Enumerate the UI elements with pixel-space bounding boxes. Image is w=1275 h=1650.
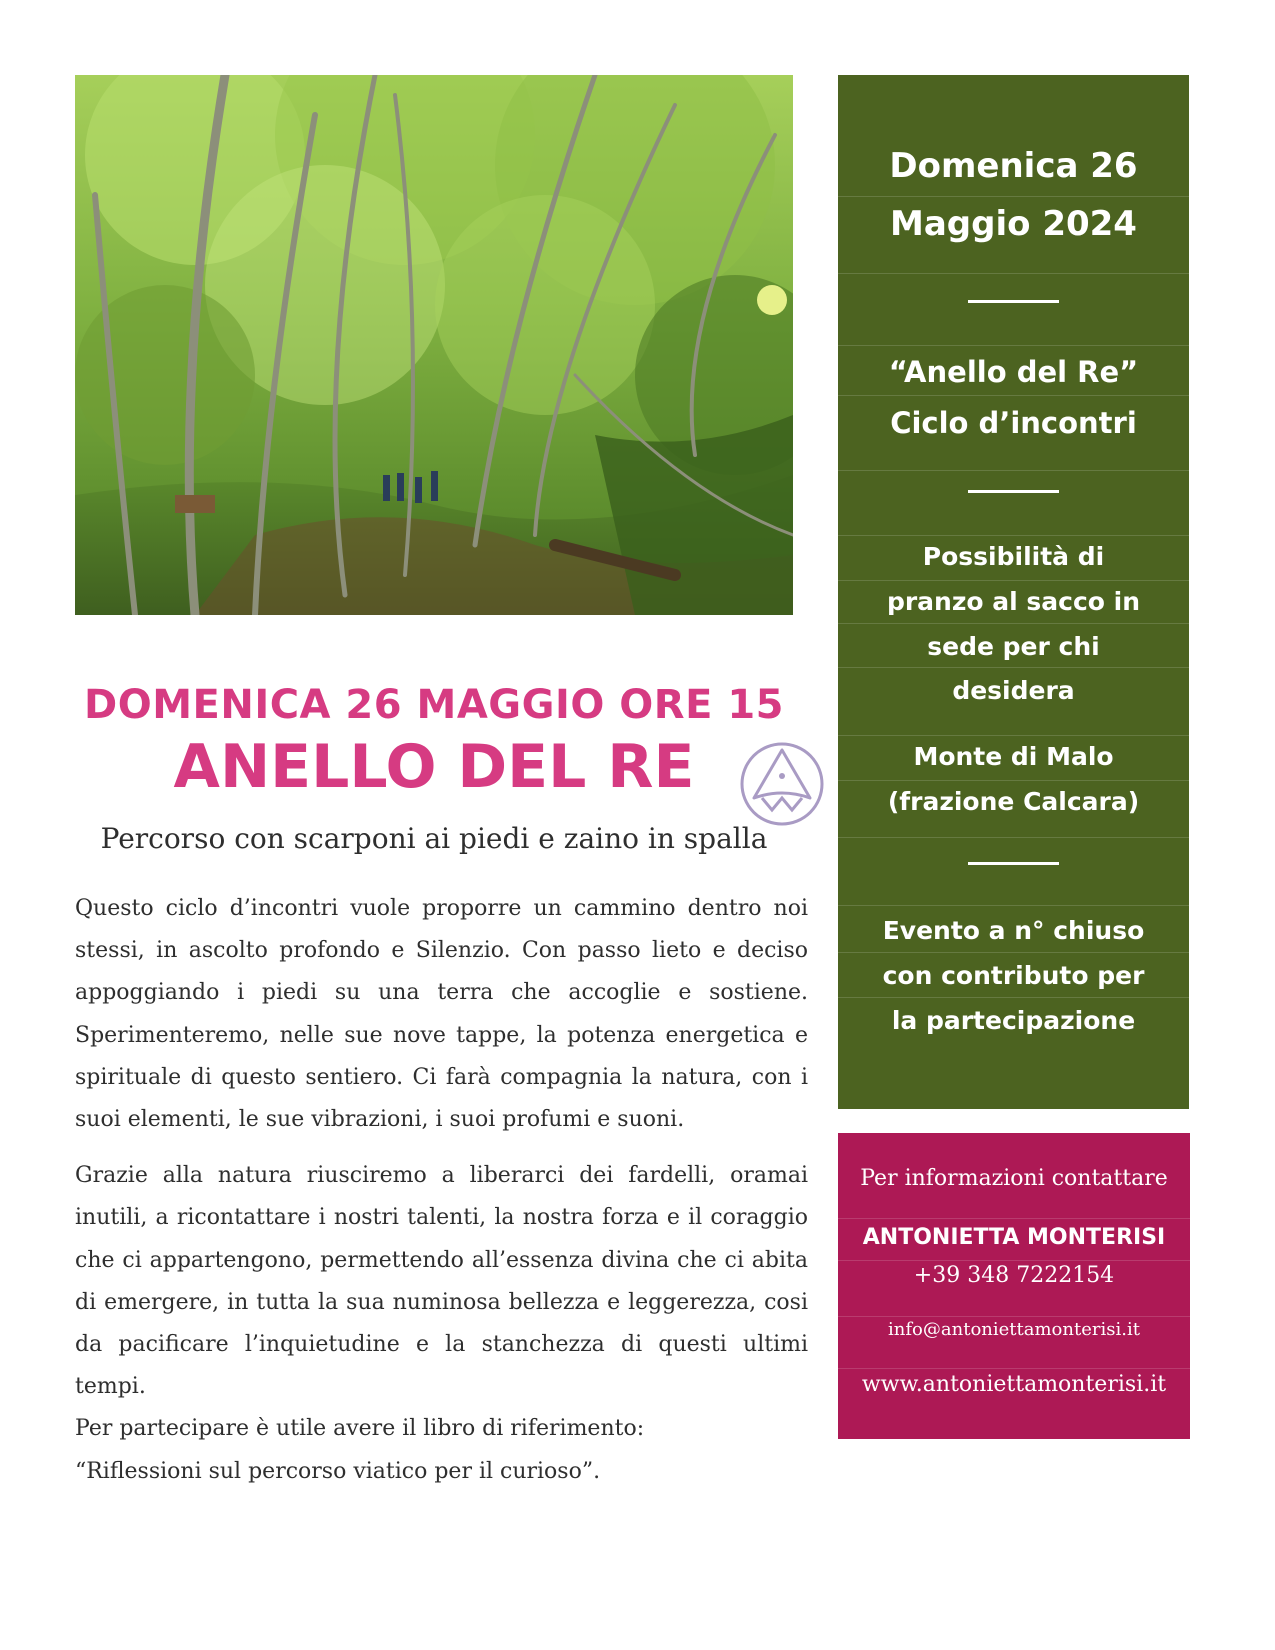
triangle-in-circle-logo xyxy=(738,740,826,828)
panel-lunch-line-3: sede per chi xyxy=(927,632,1100,661)
contact-panel xyxy=(838,1133,1190,1439)
panel-lunch-line-4: desidera xyxy=(952,676,1075,705)
event-title: ANELLO DEL RE xyxy=(173,732,695,802)
contact-intro: Per informazioni contattare xyxy=(860,1166,1168,1191)
event-info-panel xyxy=(838,75,1189,1109)
event-date-headline: DOMENICA 26 MAGGIO ORE 15 xyxy=(84,682,784,728)
event-subtitle: Percorso con scarponi ai piedi e zaino in spalla xyxy=(100,822,768,855)
description-paragraph-2: Grazie alla natura riusciremo a liberarci dei fardelli, oramai inutili, a ricontattare i nostri talenti, la nostra forza e il coraggio che ci appartengono, permettendo all’essenza divina che ci abita di emergere, in tutta la sua numinosa bellezza e leggerezza, cosi da pacificare l’inquietudine e la stanchezza di questi ultimi tempi. xyxy=(75,1163,808,1400)
contact-website[interactable]: www.antoniettamonterisi.it xyxy=(861,1372,1167,1397)
description-paragraph-1: Questo ciclo d’incontri vuole proporre un cammino dentro noi stessi, in ascolto profondo e Silenzio. Con passo lieto e deciso appoggiando i piedi su una terra che accoglie e sostiene. Sperimenteremo, nelle sue nove tappe, la potenza energetica e spirituale di questo sentiero. Ci farà compagnia la natura, con i suoi elementi, le sue vibrazioni, i suoi profumi e suoni. xyxy=(75,896,808,1133)
panel-divider-1 xyxy=(968,300,1059,303)
panel-place-line-2: (frazione Calcara) xyxy=(887,787,1140,816)
panel-event-line-1: Evento a n° chiuso xyxy=(882,916,1145,945)
panel-divider-2 xyxy=(968,490,1059,493)
reference-book-title: “Riflessioni sul percorso viatico per il curioso”. xyxy=(75,1458,601,1484)
contact-email[interactable]: info@antoniettamonterisi.it xyxy=(888,1319,1140,1340)
panel-event-line-3: la partecipazione xyxy=(891,1006,1136,1035)
contact-phone[interactable]: +39 348 7222154 xyxy=(913,1263,1115,1288)
reference-book-note: Per partecipare è utile avere il libro di riferimento: xyxy=(75,1416,645,1442)
event-description xyxy=(75,888,808,1493)
panel-date-line-1: Domenica 26 xyxy=(889,146,1138,186)
panel-date-line-2: Maggio 2024 xyxy=(890,204,1137,244)
panel-place-line-1: Monte di Malo xyxy=(913,742,1114,771)
panel-event-line-2: con contributo per xyxy=(882,961,1145,990)
contact-name: ANTONIETTA MONTERISI xyxy=(862,1225,1166,1250)
panel-title-line-1: “Anello del Re” xyxy=(888,355,1139,389)
panel-title-line-2: Ciclo d’incontri xyxy=(890,406,1137,440)
panel-divider-3 xyxy=(968,862,1059,865)
panel-lunch-line-1: Possibilità di xyxy=(922,542,1105,571)
headline-block xyxy=(75,680,793,802)
panel-lunch-line-2: pranzo al sacco in xyxy=(886,587,1141,616)
forest-trail-photo xyxy=(75,75,793,615)
